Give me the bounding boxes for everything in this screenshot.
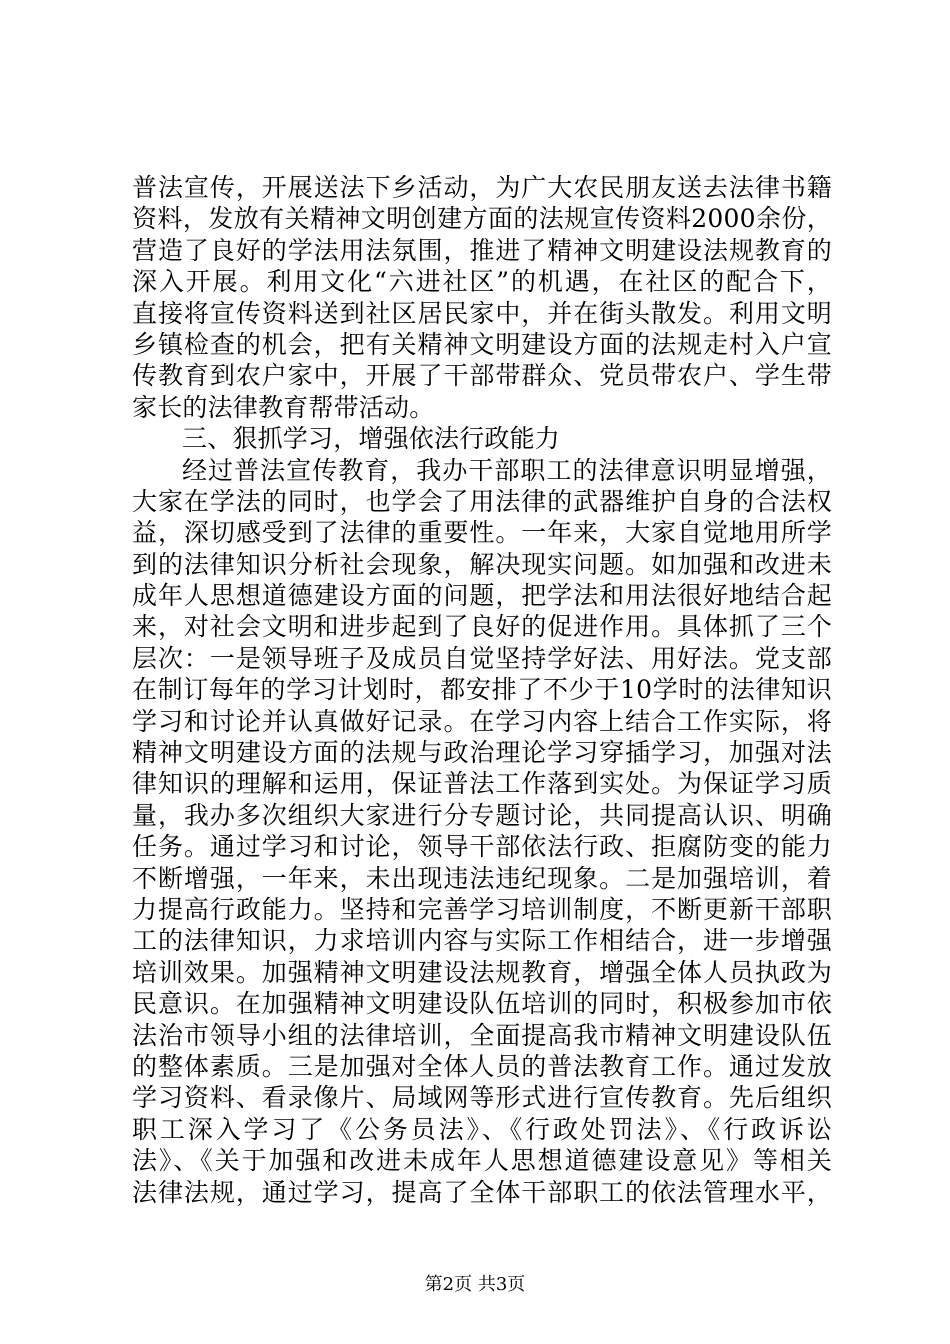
text-line: 在制订每年的学习计划时，都安排了不少于10学时的法律知识: [132, 675, 832, 705]
text-line: 深入开展。利用文化“六进社区”的机遇，在社区的配合下，: [132, 267, 832, 297]
text-line: 家长的法律教育帮带活动。: [132, 392, 435, 422]
text-line: 精神文明建设方面的法规与政治理论学习穿插学习，加强对法: [132, 738, 832, 768]
section-heading: 三、狠抓学习，增强依法行政能力: [182, 424, 561, 454]
page-footer: [0, 1273, 950, 1297]
text-line: 培训效果。加强精神文明建设法规教育，增强全体人员执政为: [132, 957, 832, 987]
text-line: 层次：一是领导班子及成员自觉坚持学好法、用好法。党支部: [132, 643, 832, 673]
text-line: 任务。通过学习和讨论，领导干部依法行政、拒腐防变的能力: [132, 832, 832, 862]
text-line: 法治市领导小组的法律培训，全面提高我市精神文明建设队伍: [132, 1020, 832, 1050]
text-line: 营造了良好的学法用法氛围，推进了精神文明建设法规教育的: [132, 235, 832, 265]
text-line: 法律法规，通过学习，提高了全体干部职工的依法管理水平，: [132, 1177, 832, 1207]
text-line: 法》、《关于加强和改进未成年人思想道德建设意见》等相关: [132, 1146, 832, 1176]
text-line: 直接将宣传资料送到社区居民家中，并在街头散发。利用文明: [132, 298, 832, 328]
text-line: 不断增强，一年来，未出现违法违纪现象。二是加强培训，着: [132, 863, 832, 893]
text-line: 传教育到农户家中，开展了干部带群众、党员带农户、学生带: [132, 361, 832, 391]
text-line: 普法宣传，开展送法下乡活动，为广大农民朋友送去法律书籍: [132, 173, 832, 202]
body-text: [132, 172, 832, 1208]
text-line: 职工深入学习了《公务员法》、《行政处罚法》、《行政诉讼: [132, 1114, 832, 1144]
text-line: 学习资料、看录像片、局域网等形式进行宣传教育。先后组织: [132, 1083, 832, 1113]
text-line: 学习和讨论并认真做好记录。在学习内容上结合工作实际，将: [132, 706, 832, 736]
text-line: 益，深切感受到了法律的重要性。一年来，大家自觉地用所学: [132, 518, 832, 548]
text-line: 的整体素质。三是加强对全体人员的普法教育工作。通过发放: [132, 1051, 832, 1081]
page-number: 第2页 共3页: [424, 1274, 526, 1295]
text-line: 律知识的理解和运用，保证普法工作落到实处。为保证学习质: [132, 769, 832, 799]
text-line: 来，对社会文明和进步起到了良好的促进作用。具体抓了三个: [132, 612, 832, 642]
text-line: 大家在学法的同时，也学会了用法律的武器维护自身的合法权: [132, 486, 832, 516]
text-line: 资料，发放有关精神文明创建方面的法规宣传资料2000余份，: [132, 204, 832, 234]
text-line: 工的法律知识，力求培训内容与实际工作相结合，进一步增强: [132, 926, 832, 956]
text-line: 到的法律知识分析社会现象，解决现实问题。如加强和改进未: [132, 549, 832, 579]
text-line: 民意识。在加强精神文明建设队伍培训的同时，积极参加市依: [132, 989, 832, 1019]
text-line: 经过普法宣传教育，我办干部职工的法律意识明显增强，: [182, 455, 832, 485]
text-line: 成年人思想道德建设方面的问题，把学法和用法很好地结合起: [132, 581, 832, 611]
text-line: 乡镇检查的机会，把有关精神文明建设方面的法规走村入户宣: [132, 329, 832, 359]
text-line: 力提高行政能力。坚持和完善学习培训制度，不断更新干部职: [132, 894, 832, 924]
text-line: 量，我办多次组织大家进行分专题讨论，共同提高认识、明确: [132, 800, 832, 830]
